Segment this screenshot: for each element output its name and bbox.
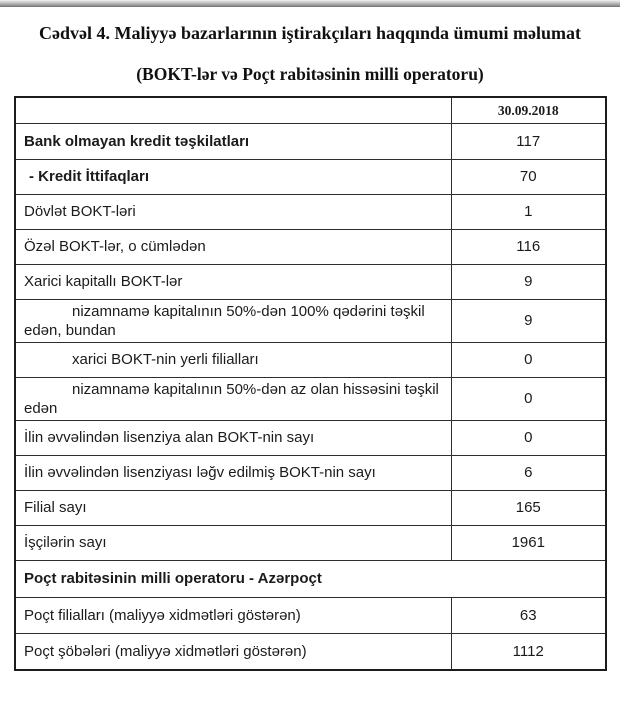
row-label: Filial sayı [15, 490, 451, 525]
table-row [15, 597, 606, 633]
row-label: İlin əvvəlindən lisenziyası ləğv edilmiş BOKT-nin sayı [15, 455, 451, 490]
row-label: Özəl BOKT-lər, o cümlədən [15, 229, 451, 264]
page-title: Cədvəl 4. Maliyyə bazarlarının iştirakçıları haqqında ümumi məlumat [38, 23, 581, 43]
row-value: 9 [451, 299, 606, 342]
row-label: Poçt filialları (maliyyə xidmətləri göstərən) [15, 597, 451, 633]
table-row [15, 194, 606, 229]
table-row [15, 264, 606, 299]
table-row [15, 455, 606, 490]
row-value: 70 [451, 159, 606, 194]
table-row [15, 123, 606, 159]
table-row [15, 633, 606, 670]
row-value: 1961 [451, 525, 606, 560]
table-row [15, 229, 606, 264]
section-row-label: Poçt rabitəsinin milli operatoru - Azərpoçt [15, 560, 606, 597]
row-label: Poçt şöbələri (maliyyə xidmətləri göstərən) [15, 633, 451, 670]
table-row [15, 490, 606, 525]
row-label: Xarici kapitallı BOKT-lər [15, 264, 451, 299]
financial-participants-table [14, 96, 607, 671]
row-label: İşçilərin sayı [15, 525, 451, 560]
table-row [15, 420, 606, 455]
row-label: Dövlət BOKT-ləri [15, 194, 451, 229]
row-value: 1 [451, 194, 606, 229]
table-header-row [15, 97, 606, 123]
row-label: Bank olmayan kredit təşkilatları [15, 123, 451, 159]
page-subtitle: (BOKT-lər və Poçt rabitəsinin milli operatoru) [136, 64, 484, 84]
table-row [15, 377, 606, 420]
header-empty-cell [15, 97, 451, 123]
row-value: 63 [451, 597, 606, 633]
row-value: 0 [451, 420, 606, 455]
section-row [15, 560, 606, 597]
row-value: 116 [451, 229, 606, 264]
row-label: - Kredit İttifaqları [15, 159, 451, 194]
row-label: İlin əvvəlindən lisenziya alan BOKT-nin sayı [15, 420, 451, 455]
window-edge-bar [0, 0, 620, 7]
row-label: nizamnamə kapitalının 50%-dən az olan hissəsini təşkil edən [15, 377, 451, 420]
row-value: 6 [451, 455, 606, 490]
row-value: 0 [451, 342, 606, 377]
row-value: 0 [451, 377, 606, 420]
row-value: 117 [451, 123, 606, 159]
table-row [15, 342, 606, 377]
row-value: 1112 [451, 633, 606, 670]
table-row [15, 159, 606, 194]
row-value: 165 [451, 490, 606, 525]
row-label: xarici BOKT-nin yerli filialları [15, 342, 451, 377]
table-row [15, 299, 606, 342]
table-row [15, 525, 606, 560]
row-value: 9 [451, 264, 606, 299]
row-label: nizamnamə kapitalının 50%-dən 100% qədərini təşkil edən, bundan [15, 299, 451, 342]
column-header-date: 30.09.2018 [451, 97, 606, 123]
